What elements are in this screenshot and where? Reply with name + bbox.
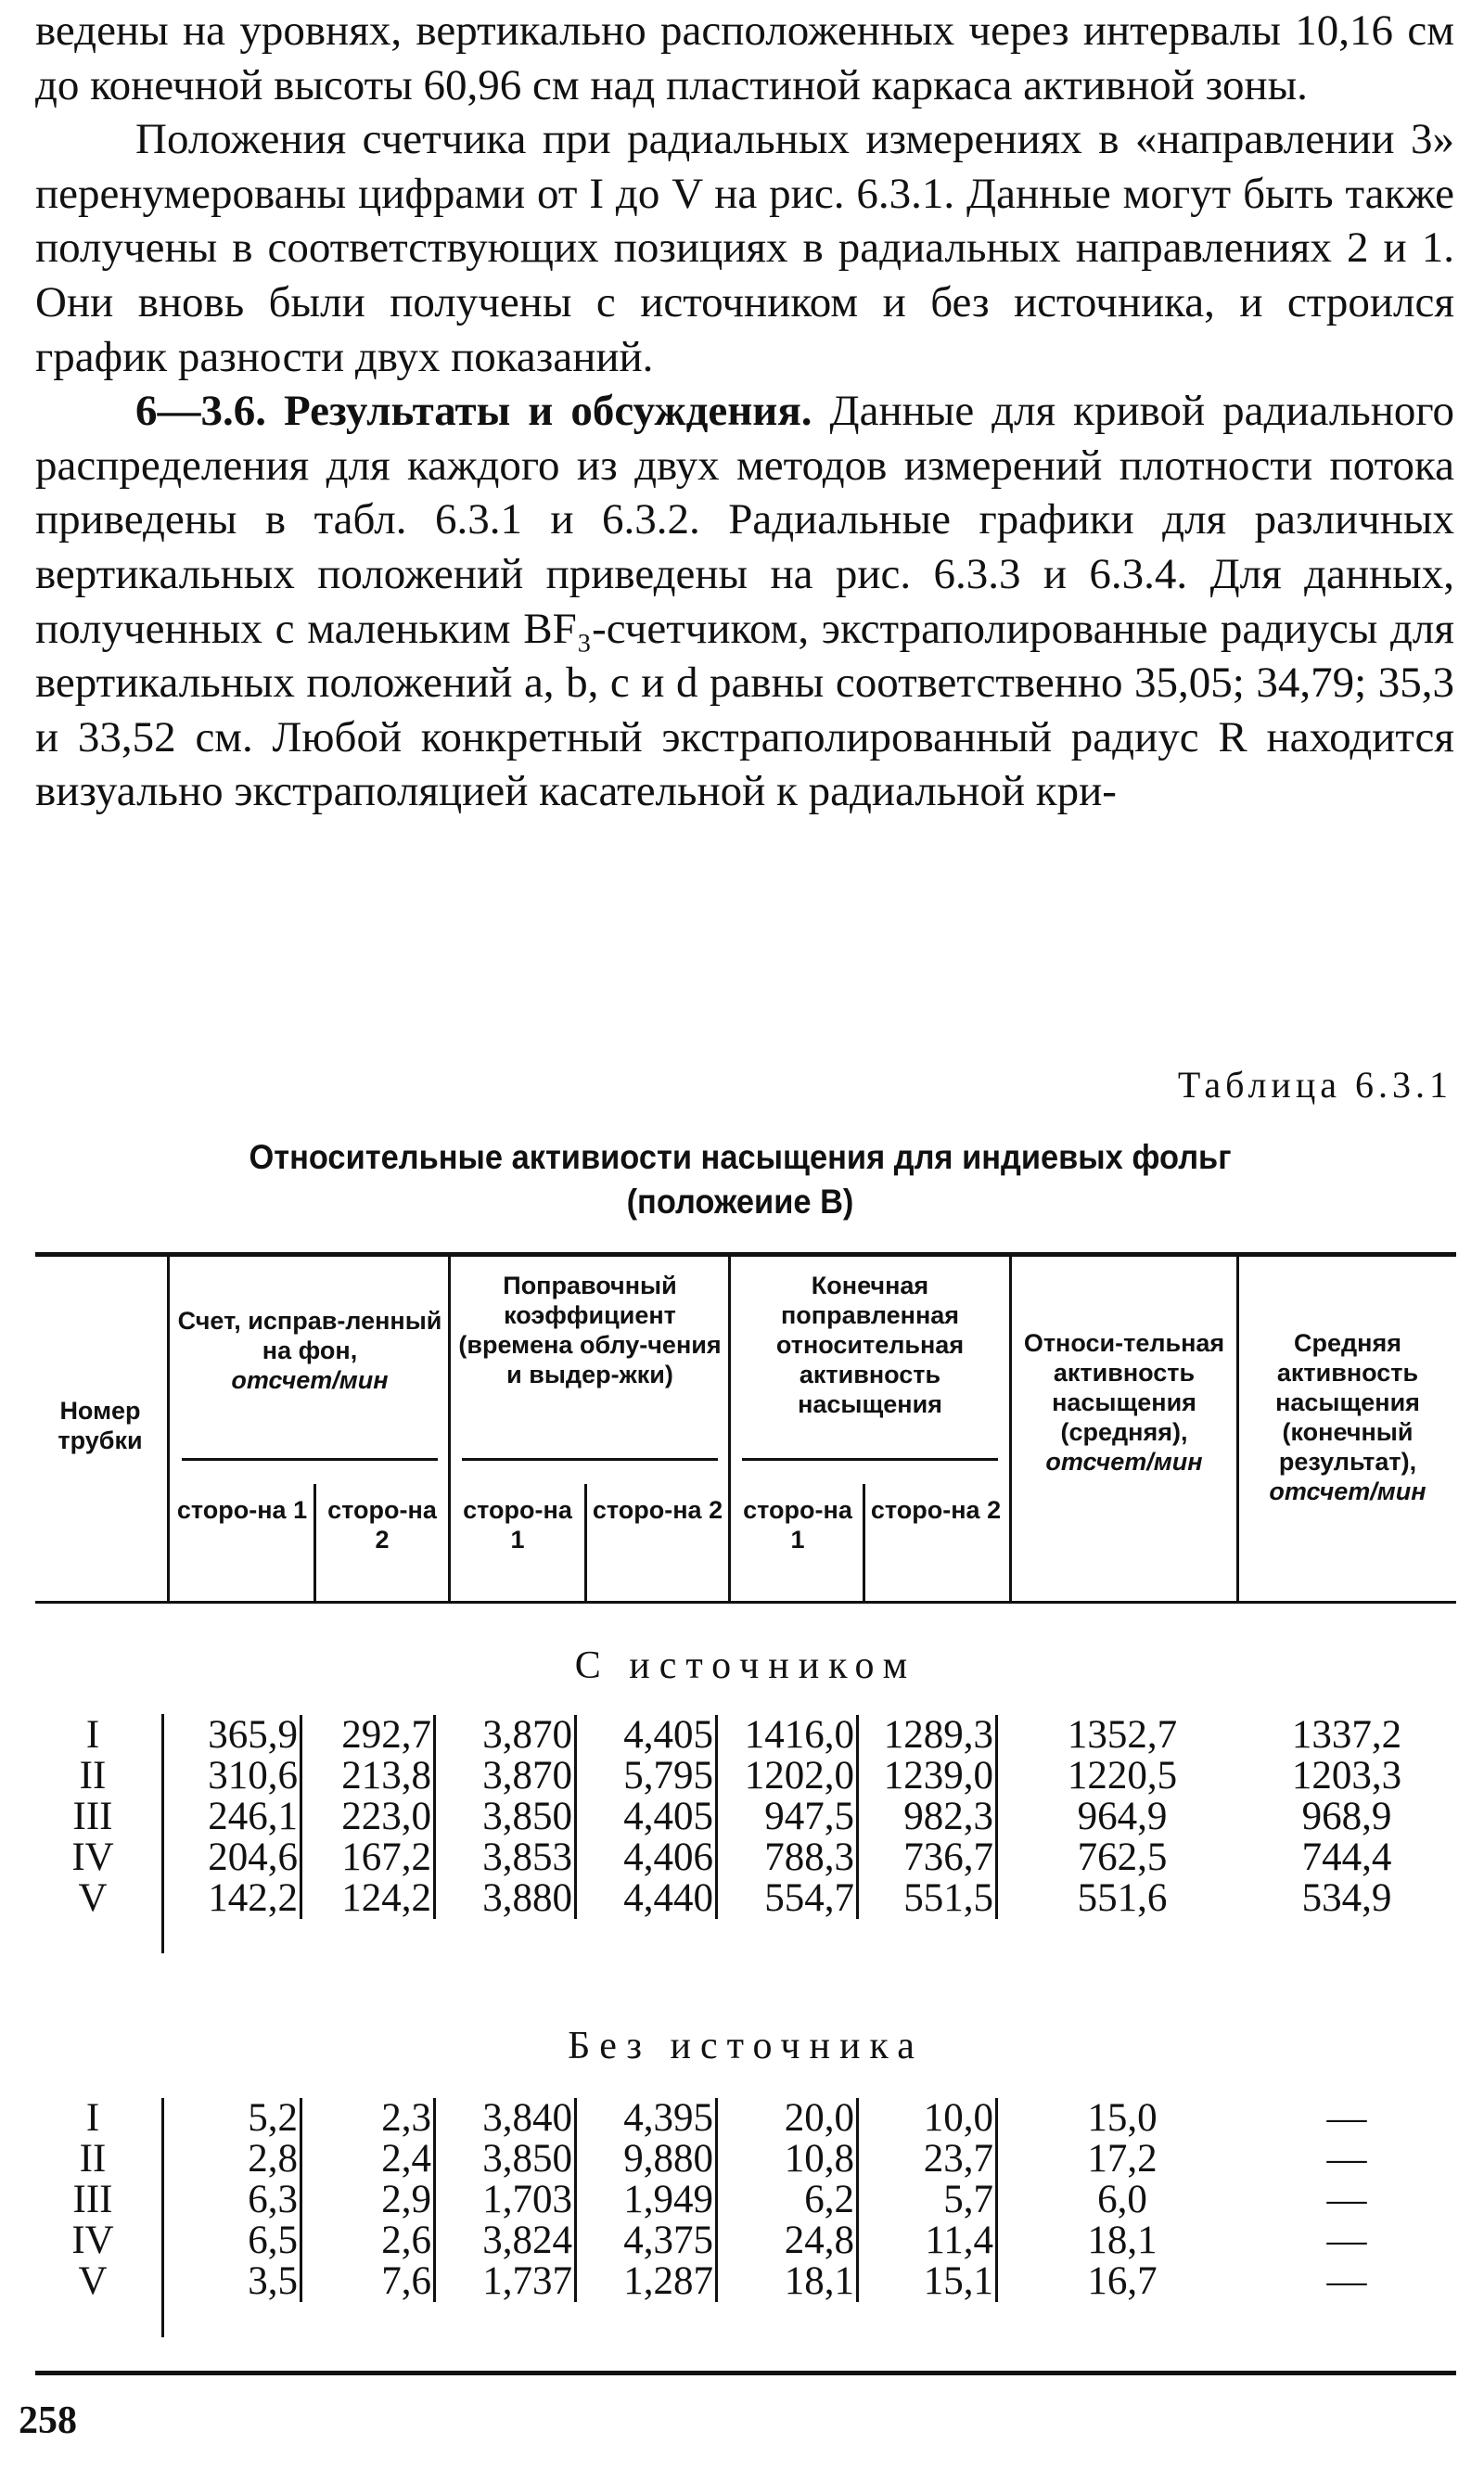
cell-tube: IV	[71, 1836, 114, 1879]
cell-corr-side-1: 3,870	[445, 1756, 577, 1797]
cell-corr-side-1: 3,880	[445, 1878, 577, 1919]
table-title-line-1: Относительные активиости насыщения для индиевых фольг	[249, 1138, 1232, 1176]
cell-average: —	[1326, 2096, 1367, 2140]
cell-average: —	[1326, 2137, 1367, 2181]
cell-final-side-1: 24,8	[725, 2220, 859, 2261]
rows-with-source	[0, 1715, 1484, 1919]
header-divider	[728, 1257, 731, 1601]
cell-count-side-2: 2,4	[315, 2139, 436, 2180]
header-divider	[1236, 1257, 1239, 1601]
cell-relative: 16,7	[1087, 2259, 1158, 2303]
cell-final-side-1: 554,7	[725, 1878, 859, 1919]
header-side-2: сторо-на 2	[870, 1496, 1002, 1524]
cell-corr-side-2: 4,405	[588, 1797, 718, 1837]
header-relative-unit: отсчет/мин	[1045, 1448, 1203, 1476]
table-title-line-2: (положеиие B)	[626, 1183, 854, 1221]
header-correction: Поправочный коэффициент (времена облу-чения и выдер-жки)	[458, 1272, 722, 1388]
cell-final-side-1: 788,3	[725, 1837, 859, 1878]
cell-tube: V	[78, 2259, 108, 2303]
cell-count-side-1: 365,9	[167, 1715, 302, 1756]
cell-average: 1203,3	[1291, 1754, 1402, 1797]
cell-corr-side-2: 4,440	[588, 1878, 718, 1919]
cell-count-side-2: 223,0	[315, 1797, 436, 1837]
page-number: 258	[19, 2399, 77, 2442]
cell-final-side-1: 6,2	[725, 2180, 859, 2220]
cell-relative: 15,0	[1087, 2096, 1158, 2140]
cell-count-side-2: 292,7	[315, 1715, 436, 1756]
cell-tube: II	[79, 1754, 107, 1797]
group-underline	[742, 1458, 998, 1461]
cell-tube: I	[85, 1713, 100, 1757]
cell-corr-side-2: 1,287	[588, 2261, 718, 2302]
header-divider	[167, 1257, 170, 1601]
body-text	[35, 4, 1454, 819]
cell-tube: III	[72, 1795, 113, 1838]
section-heading: 6—3.6. Результаты и обсуждения.	[135, 387, 812, 436]
cell-final-side-2: 551,5	[868, 1878, 998, 1919]
header-bottom-rule	[35, 1601, 1456, 1604]
header-average: Средняя активность насыщения (конечный результат), отсчет/мин	[1269, 1329, 1426, 1505]
cell-count-side-2: 2,9	[315, 2180, 436, 2220]
paragraph-3-text: Данные для кривой радиального распределения для каждого из двух методов измерений плотности потока приведены в табл. 6.3.1 и 6.3.2. Радиальные графики для различных вертикальных положений приведены на рис. 6.3.3 и 6.3.4. Для данных, полученных с маленьким BF₃-счетчиком, экстраполированные радиусы для вертикальных положений a, b, c и d равны соответственно 35,05; 34,79; 35,3 и 33,52 см. Любой конкретный экстраполированный радиус R находится визуально экстраполяцией касательной к радиальной кри-	[35, 387, 1454, 816]
cell-corr-side-2: 4,395	[588, 2098, 718, 2139]
cell-tube: III	[72, 2178, 113, 2221]
table-row	[0, 2139, 1484, 2180]
cell-relative: 6,0	[1097, 2178, 1147, 2221]
cell-relative: 17,2	[1087, 2137, 1158, 2181]
table-row	[0, 2098, 1484, 2139]
cell-final-side-1: 18,1	[725, 2261, 859, 2302]
table-row	[0, 1878, 1484, 1919]
cell-corr-side-2: 5,795	[588, 1756, 718, 1797]
cell-count-side-1: 2,8	[167, 2139, 302, 2180]
cell-final-side-1: 1416,0	[725, 1715, 859, 1756]
cell-relative: 1352,7	[1067, 1713, 1178, 1757]
cell-count-side-1: 142,2	[167, 1878, 302, 1919]
cell-final-side-1: 1202,0	[725, 1756, 859, 1797]
section-with-source: С источником	[574, 1644, 917, 1687]
paragraph-1: ведены на уровнях, вертикально расположенных через интервалы 10,16 см до конечной высоты 60,96 см над пластиной каркаса активной зоны.	[35, 6, 1454, 109]
cell-count-side-2: 124,2	[315, 1878, 436, 1919]
cell-average: —	[1326, 2178, 1367, 2221]
table-row	[0, 1756, 1484, 1797]
cell-corr-side-2: 4,375	[588, 2220, 718, 2261]
cell-relative: 762,5	[1077, 1836, 1168, 1879]
section-without-source: Без источника	[568, 2025, 924, 2067]
cell-corr-side-1: 3,824	[445, 2220, 577, 2261]
table-top-rule	[35, 1252, 1456, 1257]
header-count-unit: отсчет/мин	[231, 1366, 389, 1394]
cell-count-side-2: 2,3	[315, 2098, 436, 2139]
cell-corr-side-1: 3,850	[445, 2139, 577, 2180]
header-divider	[584, 1484, 587, 1601]
table-row	[0, 1797, 1484, 1837]
table-row	[0, 1837, 1484, 1878]
header-side-1: сторо-на 1	[743, 1496, 852, 1554]
cell-count-side-2: 213,8	[315, 1756, 436, 1797]
cell-count-side-1: 5,2	[167, 2098, 302, 2139]
cell-corr-side-2: 9,880	[588, 2139, 718, 2180]
cell-corr-side-1: 1,703	[445, 2180, 577, 2220]
group-underline	[182, 1458, 438, 1461]
cell-tube: I	[85, 2096, 100, 2140]
header-divider	[1009, 1257, 1012, 1601]
cell-final-side-1: 20,0	[725, 2098, 859, 2139]
cell-count-side-1: 246,1	[167, 1797, 302, 1837]
cell-corr-side-2: 1,949	[588, 2180, 718, 2220]
table-bottom-rule	[35, 2371, 1456, 2375]
cell-average: 744,4	[1301, 1836, 1392, 1879]
cell-corr-side-2: 4,406	[588, 1837, 718, 1878]
cell-final-side-2: 1239,0	[868, 1756, 998, 1797]
cell-final-side-2: 23,7	[868, 2139, 998, 2180]
cell-final-side-2: 982,3	[868, 1797, 998, 1837]
cell-corr-side-1: 1,737	[445, 2261, 577, 2302]
cell-average: —	[1326, 2219, 1367, 2262]
rows-without-source	[0, 2098, 1484, 2302]
header-average-unit: отсчет/мин	[1269, 1478, 1426, 1505]
cell-relative: 964,9	[1077, 1795, 1168, 1838]
header-side-1: сторо-на 1	[176, 1496, 308, 1524]
header-divider	[448, 1257, 451, 1601]
table-number: Таблица 6.3.1	[1177, 1064, 1452, 1106]
header-count: Счет, исправ-ленный на фон, отсчет/мин	[177, 1307, 442, 1394]
cell-average: 968,9	[1301, 1795, 1392, 1838]
cell-corr-side-1: 3,850	[445, 1797, 577, 1837]
cell-final-side-2: 15,1	[868, 2261, 998, 2302]
cell-corr-side-1: 3,840	[445, 2098, 577, 2139]
cell-final-side-2: 1289,3	[868, 1715, 998, 1756]
cell-count-side-1: 6,5	[167, 2220, 302, 2261]
header-side-2: сторо-на 2	[327, 1496, 437, 1554]
cell-corr-side-2: 4,405	[588, 1715, 718, 1756]
header-final: Конечная поправленная относительная активность насыщения	[775, 1272, 965, 1418]
table-title	[84, 1135, 1396, 1224]
header-side-1: сторо-на 1	[463, 1496, 572, 1554]
header-divider	[863, 1484, 865, 1601]
cell-tube: IV	[71, 2219, 114, 2262]
cell-count-side-2: 7,6	[315, 2261, 436, 2302]
header-side-2: сторо-на 2	[592, 1496, 723, 1524]
cell-corr-side-1: 3,870	[445, 1715, 577, 1756]
cell-corr-side-1: 3,853	[445, 1837, 577, 1878]
cell-average: 1337,2	[1291, 1713, 1402, 1757]
table-row	[0, 2180, 1484, 2220]
cell-final-side-2: 10,0	[868, 2098, 998, 2139]
cell-tube: V	[78, 1876, 108, 1920]
cell-count-side-1: 3,5	[167, 2261, 302, 2302]
cell-final-side-1: 10,8	[725, 2139, 859, 2180]
cell-relative: 1220,5	[1067, 1754, 1178, 1797]
table-row	[0, 2261, 1484, 2302]
cell-final-side-2: 736,7	[868, 1837, 998, 1878]
cell-average: —	[1326, 2259, 1367, 2303]
table-row	[0, 2220, 1484, 2261]
cell-count-side-1: 6,3	[167, 2180, 302, 2220]
cell-tube: II	[79, 2137, 107, 2181]
cell-average: 534,9	[1301, 1876, 1392, 1920]
cell-final-side-2: 11,4	[868, 2220, 998, 2261]
cell-count-side-1: 204,6	[167, 1837, 302, 1878]
group-underline	[462, 1458, 718, 1461]
cell-count-side-2: 167,2	[315, 1837, 436, 1878]
header-relative: Относи-тельная активность насыщения (средняя), отсчет/мин	[1023, 1329, 1225, 1476]
cell-final-side-1: 947,5	[725, 1797, 859, 1837]
cell-relative: 18,1	[1087, 2219, 1158, 2262]
header-divider	[313, 1484, 316, 1601]
cell-relative: 551,6	[1077, 1876, 1168, 1920]
table-row	[0, 1715, 1484, 1756]
header-tube-number: Номер трубки	[58, 1397, 143, 1454]
cell-count-side-1: 310,6	[167, 1756, 302, 1797]
cell-count-side-2: 2,6	[315, 2220, 436, 2261]
paragraph-2: Положения счетчика при радиальных измерениях в «направлении 3» перенумерованы цифрами от I до V на рис. 6.3.1. Данные могут быть также получены в соответствующих позициях в радиальных направлениях 2 и 1. Они вновь были получены с источником и без источника, и строился график разности двух показаний.	[35, 115, 1454, 381]
paragraph-3	[35, 384, 1454, 819]
cell-final-side-2: 5,7	[868, 2180, 998, 2220]
